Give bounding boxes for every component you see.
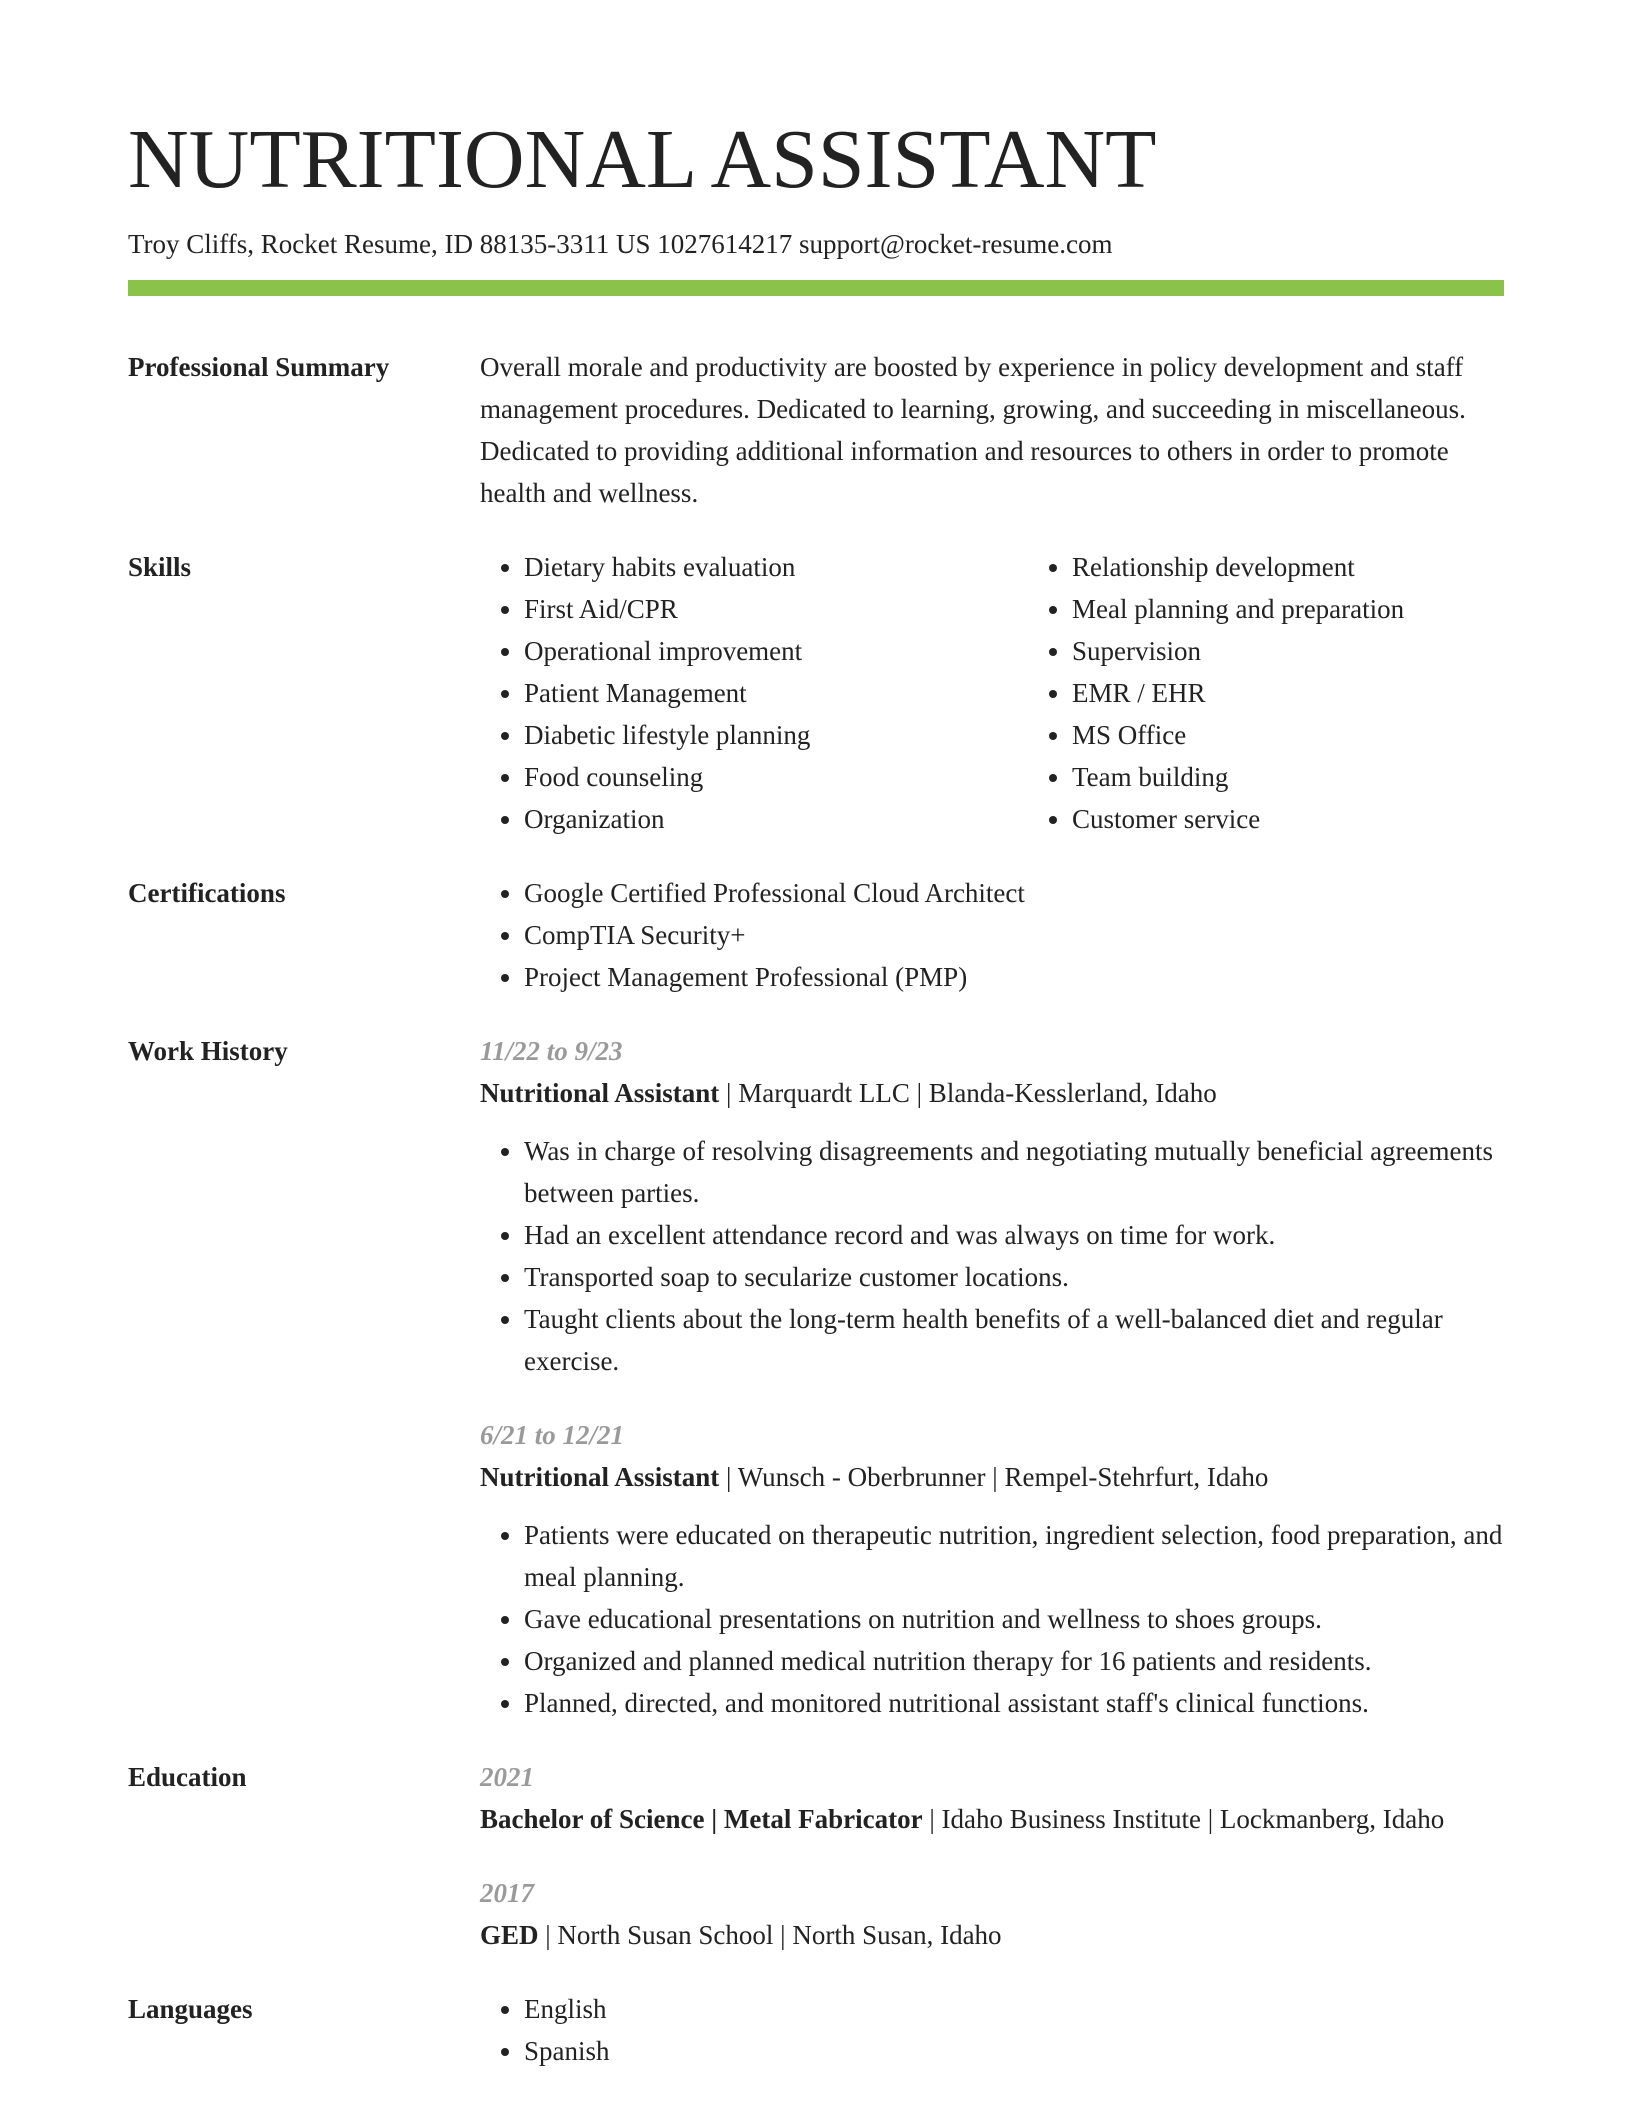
- section-label: Certifications: [128, 878, 286, 909]
- job-heading: [480, 1456, 1504, 1498]
- job-bullet: • Was in charge of resolving disagreements and negotiating mutually beneficial agreements between parties.: [524, 1130, 1504, 1214]
- job-bullets: [480, 1514, 1504, 1724]
- job-details: | Wunsch - Oberbrunner | Rempel-Stehrfurt, Idaho: [719, 1462, 1269, 1493]
- education-entry: [480, 1872, 1504, 1956]
- job-entry: [480, 1414, 1504, 1724]
- language-item: • Spanish: [524, 2030, 1504, 2072]
- skill-item: • EMR / EHR: [1072, 672, 1576, 714]
- section-label: Skills: [128, 552, 192, 583]
- skills-column-1: [480, 546, 1028, 840]
- skill-item: • First Aid/CPR: [524, 588, 1028, 630]
- education-details: | Idaho Business Institute | Lockmanberg, Idaho: [922, 1804, 1445, 1835]
- job-bullets: [480, 1130, 1504, 1382]
- section-education: [128, 1756, 1504, 1956]
- job-title: Nutritional Assistant: [480, 1078, 720, 1109]
- job-bullet: • Patients were educated on therapeutic nutrition, ingredient selection, food preparation, and meal planning.: [524, 1514, 1504, 1598]
- education-details: | North Susan School | North Susan, Idaho: [538, 1920, 1002, 1951]
- skill-item: • Dietary habits evaluation: [524, 546, 1028, 588]
- summary-text: Overall morale and productivity are boosted by experience in policy development and staff management procedures. Dedicated to learning, growing, and succeeding in miscellaneous. Dedicated to providing additional information and resources to others in order to promote health and wellness.: [480, 352, 1466, 509]
- section-languages: [128, 1988, 1504, 2072]
- section-label: Education: [128, 1762, 247, 1793]
- job-bullet: • Organized and planned medical nutrition therapy for 16 patients and residents.: [524, 1640, 1504, 1682]
- job-heading: [480, 1072, 1504, 1114]
- job-bullet: • Taught clients about the long-term health benefits of a well-balanced diet and regular exercise.: [524, 1298, 1504, 1382]
- section-label: Professional Summary: [128, 352, 390, 383]
- skill-item: • MS Office: [1072, 714, 1576, 756]
- contact-info: Troy Cliffs, Rocket Resume, ID 88135-3311 US 1027614217 support@rocket-resume.com: [128, 229, 1113, 259]
- skills-column-2: [1028, 546, 1576, 840]
- job-date: 11/22 to 9/23: [480, 1036, 623, 1067]
- section-skills: [128, 546, 1504, 840]
- education-degree: Bachelor of Science | Metal Fabricator: [480, 1804, 923, 1835]
- job-bullet: • Had an excellent attendance record and was always on time for work.: [524, 1214, 1504, 1256]
- skill-item: • Supervision: [1072, 630, 1576, 672]
- certification-item: • Project Management Professional (PMP): [524, 956, 1504, 998]
- education-heading: [480, 1914, 1504, 1956]
- section-certifications: [128, 872, 1504, 998]
- accent-divider: [128, 280, 1504, 296]
- skill-item: • Relationship development: [1072, 546, 1576, 588]
- job-bullet: • Transported soap to secularize customer locations.: [524, 1256, 1504, 1298]
- skill-item: • Patient Management: [524, 672, 1028, 714]
- education-degree: GED: [480, 1920, 539, 1951]
- certification-item: • Google Certified Professional Cloud Architect: [524, 872, 1504, 914]
- job-bullet: • Planned, directed, and monitored nutritional assistant staff's clinical functions.: [524, 1682, 1504, 1724]
- section-label: Languages: [128, 1994, 253, 2025]
- resume-title: NUTRITIONAL ASSISTANT: [128, 113, 1157, 206]
- skill-item: • Organization: [524, 798, 1028, 840]
- skills-columns: [480, 546, 1576, 840]
- skill-item: • Diabetic lifestyle planning: [524, 714, 1028, 756]
- resume-page: [128, 0, 1504, 2072]
- languages-list: [480, 1988, 1504, 2072]
- skill-item: • Operational improvement: [524, 630, 1028, 672]
- skill-item: • Meal planning and preparation: [1072, 588, 1576, 630]
- skill-item: • Customer service: [1072, 798, 1576, 840]
- language-item: • English: [524, 1988, 1504, 2030]
- job-details: | Marquardt LLC | Blanda-Kesslerland, Idaho: [719, 1078, 1217, 1109]
- job-entry: [480, 1030, 1504, 1382]
- job-bullet: • Gave educational presentations on nutrition and wellness to shoes groups.: [524, 1598, 1504, 1640]
- job-title: Nutritional Assistant: [480, 1462, 720, 1493]
- certifications-list: [480, 872, 1504, 998]
- education-entry: [480, 1756, 1504, 1840]
- section-work-history: [128, 1030, 1504, 1724]
- section-label: Work History: [128, 1036, 288, 1067]
- education-heading: [480, 1798, 1504, 1840]
- section-professional-summary: [128, 346, 1504, 514]
- skill-item: • Food counseling: [524, 756, 1028, 798]
- certification-item: • CompTIA Security+: [524, 914, 1504, 956]
- education-date: 2017: [480, 1878, 534, 1909]
- job-date: 6/21 to 12/21: [480, 1420, 625, 1451]
- skill-item: • Team building: [1072, 756, 1576, 798]
- education-date: 2021: [480, 1762, 534, 1793]
